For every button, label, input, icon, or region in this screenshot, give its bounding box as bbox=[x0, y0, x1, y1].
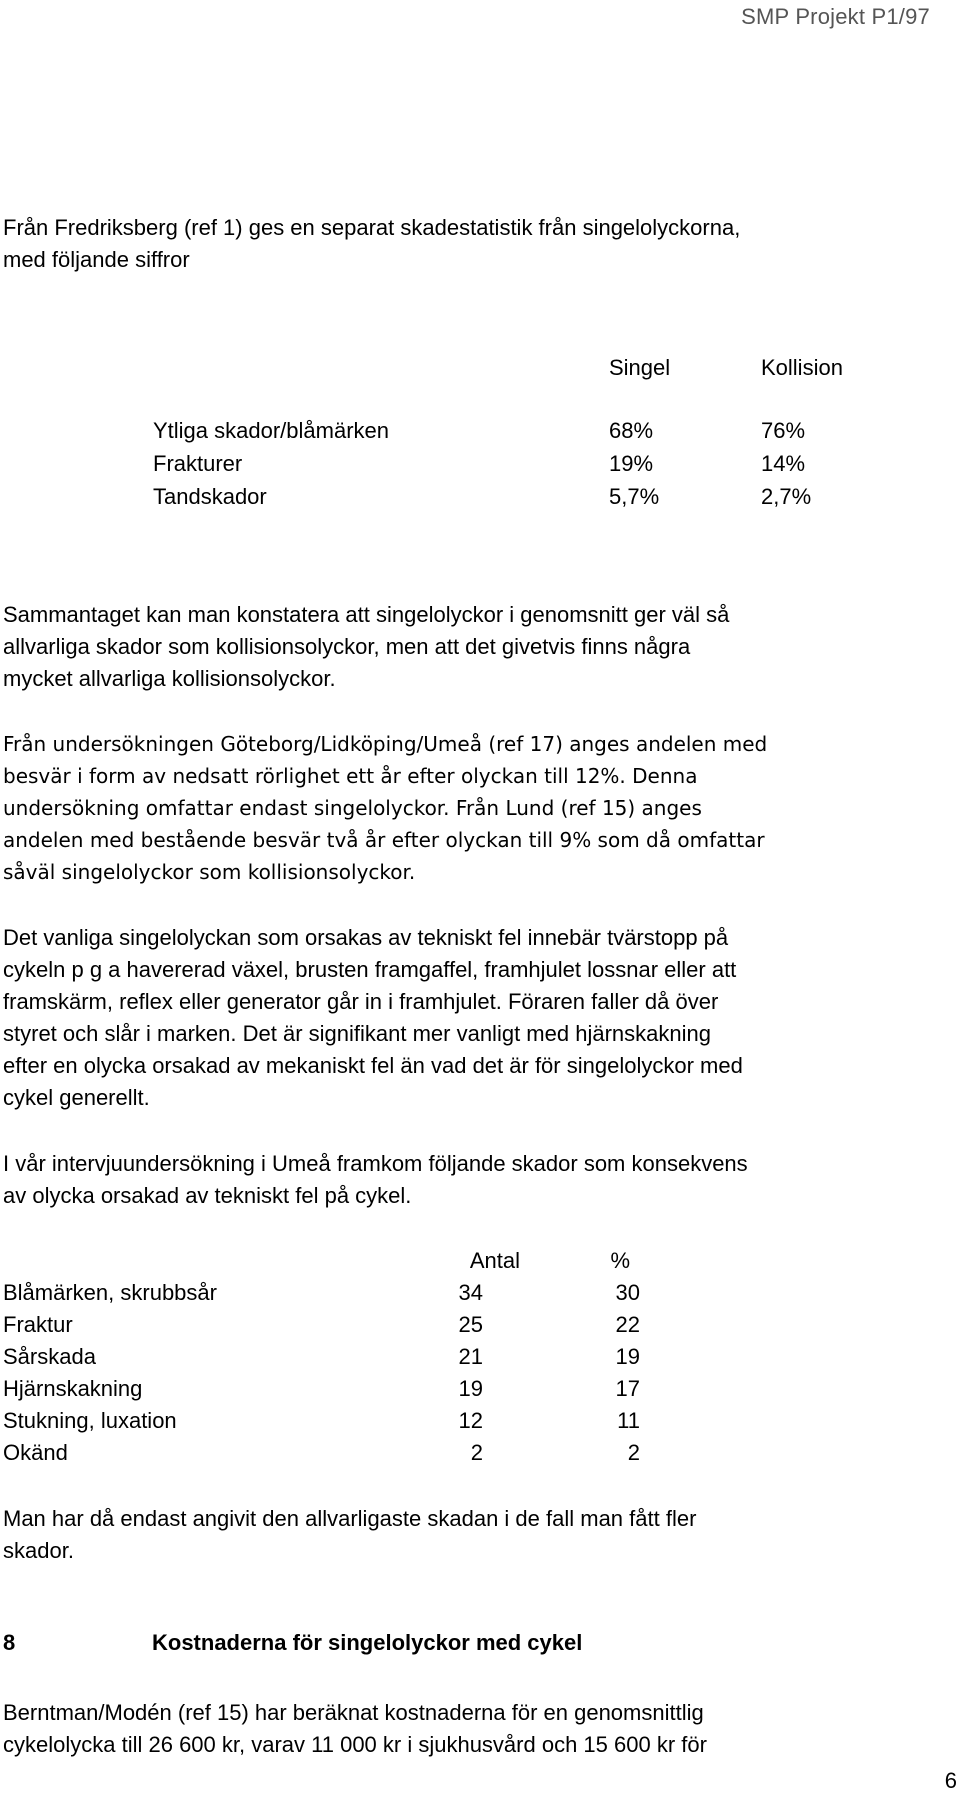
table2-row-antal: 25 bbox=[458, 1312, 483, 1337]
note-line-2: skador. bbox=[3, 1538, 74, 1563]
table2-row-antal: 34 bbox=[458, 1280, 483, 1305]
page-header-title: SMP Projekt P1/97 bbox=[741, 4, 930, 29]
technical-line-4: styret och slår i marken. Det är signifikant mer vanligt med hjärnskakning bbox=[3, 1021, 711, 1046]
table2-row-label: Okänd bbox=[3, 1440, 68, 1465]
table2-row-antal: 12 bbox=[458, 1408, 483, 1433]
note-line-1: Man har då endast angivit den allvarligaste skadan i de fall man fått fler bbox=[3, 1506, 697, 1531]
interview-paragraph bbox=[3, 1148, 938, 1212]
page-number: 6 bbox=[944, 1768, 957, 1793]
table2-row-antal: 19 bbox=[458, 1376, 483, 1401]
table1-row-singel: 19% bbox=[609, 451, 654, 476]
study-line-1: Från undersökningen Göteborg/Lidköping/Umeå (ref 17) anges andelen med bbox=[3, 732, 768, 756]
table1-row-kollision: 2,7% bbox=[761, 484, 812, 509]
table2-row-label: Blåmärken, skrubbsår bbox=[3, 1280, 217, 1305]
table2-row-percent: 22 bbox=[615, 1312, 640, 1337]
table2-row-percent: 19 bbox=[615, 1344, 640, 1369]
intro-paragraph bbox=[3, 212, 938, 276]
table2-header-antal: Antal bbox=[469, 1248, 520, 1273]
table2-row-percent: 2 bbox=[627, 1440, 640, 1465]
table1-row-kollision: 76% bbox=[761, 418, 806, 443]
table1-row-label: Frakturer bbox=[153, 451, 243, 476]
summary-line-1: Sammantaget kan man konstatera att singelolyckor i genomsnitt ger väl så bbox=[3, 602, 730, 627]
interview-line-2: av olycka orsakad av tekniskt fel på cykel. bbox=[3, 1183, 412, 1208]
costs-paragraph bbox=[3, 1697, 938, 1761]
technical-line-1: Det vanliga singelolyckan som orsakas av tekniskt fel innebär tvärstopp på bbox=[3, 925, 729, 950]
table2-row-label: Sårskada bbox=[3, 1344, 96, 1369]
table1-row-label: Tandskador bbox=[153, 484, 267, 509]
study-line-2: besvär i form av nedsatt rörlighet ett år efter olyckan till 12%. Denna bbox=[3, 764, 698, 788]
study-line-3: undersökning omfattar endast singelolyckor. Från Lund (ref 15) anges bbox=[3, 796, 702, 820]
table1-header-singel: Singel bbox=[609, 355, 671, 380]
intro-line-1: Från Fredriksberg (ref 1) ges en separat skadestatistik från singelolyckorna, bbox=[3, 215, 741, 240]
note-paragraph bbox=[3, 1503, 938, 1567]
technical-line-3: framskärm, reflex eller generator går in i framhjulet. Föraren faller då över bbox=[3, 989, 719, 1014]
technical-line-6: cykel generellt. bbox=[3, 1085, 150, 1110]
section-title: Kostnaderna för singelolyckor med cykel bbox=[152, 1630, 583, 1655]
table1-header-kollision: Kollision bbox=[761, 355, 843, 380]
costs-line-2: cykelolycka till 26 600 kr, varav 11 000 kr i sjukhusvård och 15 600 kr för bbox=[3, 1732, 707, 1757]
table1-row-singel: 68% bbox=[609, 418, 654, 443]
table1-row-kollision: 14% bbox=[761, 451, 806, 476]
study-line-4: andelen med bestående besvär två år efter olyckan till 9% som då omfattar bbox=[3, 828, 765, 852]
table2-row-label: Hjärnskakning bbox=[3, 1376, 143, 1401]
summary-line-2: allvarliga skador som kollisionsolyckor, men att det givetvis finns några bbox=[3, 634, 691, 659]
interview-line-1: I vår intervjuundersökning i Umeå framkom följande skador som konsekvens bbox=[3, 1151, 748, 1176]
table1-row-singel: 5,7% bbox=[609, 484, 660, 509]
table2-row-antal: 2 bbox=[470, 1440, 483, 1465]
study-line-5: såväl singelolyckor som kollisionsolyckor. bbox=[3, 860, 416, 884]
table2-row-percent: 11 bbox=[617, 1408, 640, 1433]
injury-comparison-table bbox=[0, 352, 960, 509]
table1-row-label: Ytliga skador/blåmärken bbox=[153, 418, 390, 443]
table2-row-label: Stukning, luxation bbox=[3, 1408, 177, 1433]
table2-header-percent: % bbox=[610, 1248, 630, 1273]
costs-line-1: Berntman/Modén (ref 15) har beräknat kostnaderna för en genomsnittlig bbox=[3, 1700, 704, 1725]
technical-failure-paragraph bbox=[3, 922, 938, 1114]
intro-line-2: med följande siffror bbox=[3, 247, 190, 272]
technical-line-5: efter en olycka orsakad av mekaniskt fel än vad det är för singelolyckor med bbox=[3, 1053, 743, 1078]
study-paragraph bbox=[3, 728, 938, 888]
summary-line-3: mycket allvarliga kollisionsolyckor. bbox=[3, 666, 336, 691]
summary-paragraph bbox=[3, 599, 938, 695]
table2-row-percent: 17 bbox=[615, 1376, 640, 1401]
section-number: 8 bbox=[3, 1630, 16, 1655]
technical-line-2: cykeln p g a havererad växel, brusten framgaffel, framhjulet lossnar eller att bbox=[3, 957, 737, 982]
table2-row-antal: 21 bbox=[458, 1344, 483, 1369]
table2-row-percent: 30 bbox=[615, 1280, 640, 1305]
table2-row-label: Fraktur bbox=[3, 1312, 73, 1337]
technical-injury-table bbox=[0, 1245, 960, 1475]
